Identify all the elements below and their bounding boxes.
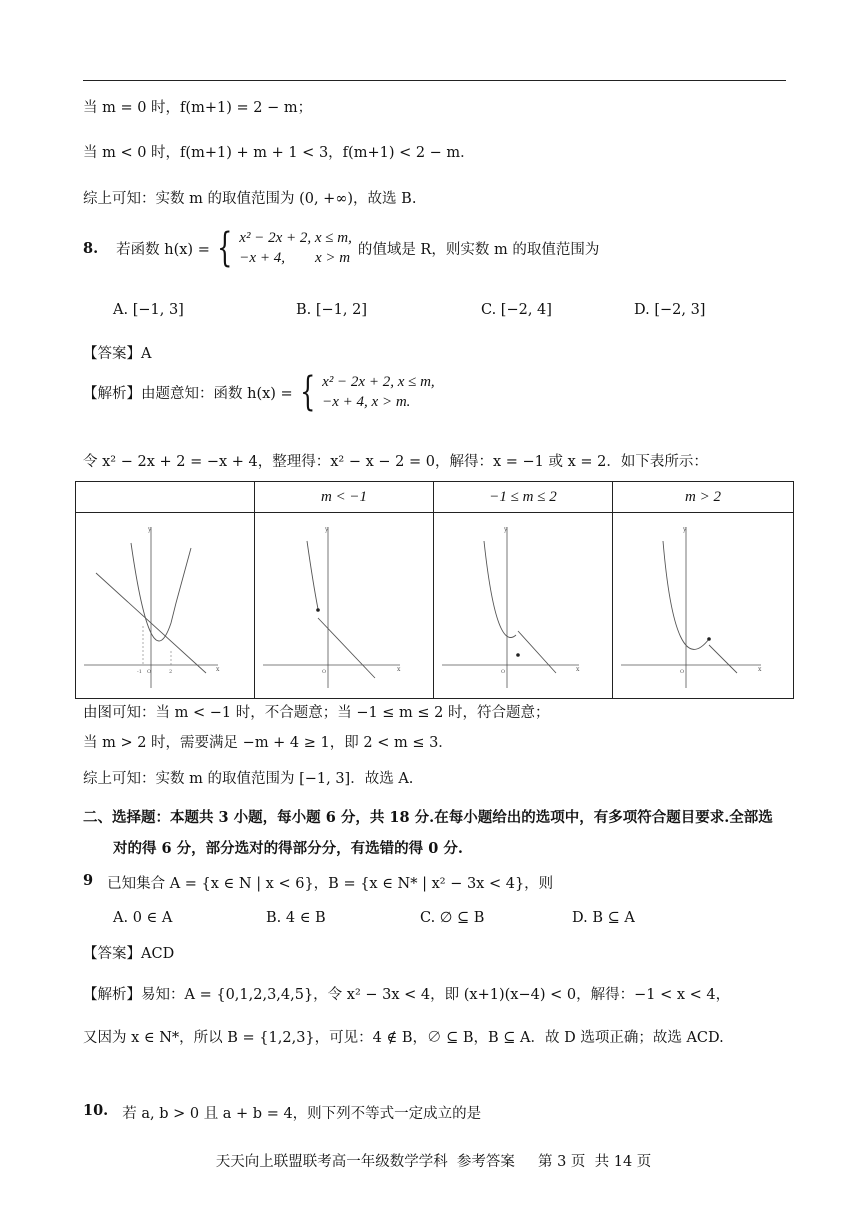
q8-option-a: A. [−1, 3]: [113, 302, 184, 318]
question-8-stem-post: 的值域是 R，则实数 m 的取值范围为: [357, 241, 600, 258]
q8-conclusion-2: 当 m > 2 时，需要满足 −m + 4 ≥ 1，即 2 < m ≤ 3．: [83, 735, 453, 751]
question-8-case-1: x² − 2x + 2, x ≤ m,: [239, 230, 352, 246]
question-9-stem: [83, 872, 553, 893]
graph-m-lt-neg1: [255, 513, 433, 694]
question-9-number: 9: [83, 872, 94, 889]
left-brace: {: [216, 225, 233, 271]
page-footer: 天天向上联盟联考高一年级数学学科 参考答案 第 3 页 共 14 页: [215, 1154, 652, 1170]
tick-neg1: -1: [137, 669, 142, 675]
q8-analysis-piecewise: [293, 369, 435, 415]
q8-analysis-case-1: x² − 2x + 2, x ≤ m,: [322, 374, 435, 390]
q9-analysis-1: 【解析】易知：A = {0,1,2,3,4,5}，令 x² − 3x < 4，即 (x+1)(x−4) < 0，解得：−1 < x < 4，: [83, 987, 731, 1003]
text-line-m-zero: 当 m = 0 时，f(m+1) = 2 − m；: [83, 100, 313, 116]
y-axis-label: y: [683, 526, 687, 533]
origin-label: O: [147, 669, 152, 675]
q9-answer: 【答案】ACD: [83, 946, 175, 962]
table-header-m-lt-neg1: m < −1: [255, 482, 434, 513]
origin-label: O: [680, 669, 685, 675]
y-axis-label: y: [148, 526, 152, 533]
q8-option-c: C. [−2, 4]: [481, 302, 552, 318]
q8-analysis: [83, 369, 435, 415]
q8-option-d: D. [−2, 3]: [634, 302, 706, 318]
q8-analysis-case-2: −x + 4, x > m.: [322, 394, 411, 410]
endpoint-dot: [316, 608, 320, 612]
question-9-stem-text: 已知集合 A = {x ∈ N | x < 6}，B = {x ∈ N* | x² − 3x < 4}，则: [107, 876, 554, 892]
parabola-piece: [484, 541, 516, 637]
endpoint-dot: [707, 637, 711, 641]
question-8-stem-pre: 若函数 h(x) =: [116, 241, 210, 258]
question-10-stem: [83, 1102, 481, 1123]
parabola-curve: [131, 543, 191, 641]
graph-cell-m-gt-2: [613, 513, 794, 699]
y-axis-label: y: [325, 526, 329, 533]
case-table: [75, 481, 794, 699]
origin-label: O: [501, 669, 506, 675]
graph-cell-m-lt-neg1: [255, 513, 434, 699]
graph-cell-overview: [76, 513, 255, 699]
text-line-m-negative: 当 m < 0 时，f(m+1) + m + 1 < 3，f(m+1) < 2 − m．: [83, 145, 475, 161]
header-rule: [83, 80, 786, 81]
question-8-number: 8.: [83, 239, 99, 257]
x-axis-label: x: [397, 666, 401, 673]
q9-option-b: B. 4 ∈ B: [266, 910, 326, 926]
left-brace: {: [299, 369, 316, 415]
parabola-piece: [307, 541, 318, 609]
q8-option-b: B. [−1, 2]: [296, 302, 368, 318]
q8-analysis-pre: 【解析】由题意知：函数 h(x) =: [83, 385, 293, 402]
q9-option-d: D. B ⊆ A: [572, 910, 635, 926]
line-piece: [709, 645, 737, 673]
line-piece: [518, 631, 556, 673]
case-table-header: [76, 482, 794, 513]
q8-conclusion-1: 由图可知：当 m < −1 时，不合题意；当 −1 ≤ m ≤ 2 时，符合题意；: [83, 705, 550, 721]
graph-overview: [76, 513, 254, 694]
line-piece: [318, 618, 375, 678]
q9-option-c: C. ∅ ⊆ B: [420, 910, 485, 926]
question-8-piecewise: [210, 225, 352, 271]
q8-conclusion-3: 综上可知：实数 m 的取值范围为 [−1, 3]．故选 A.: [83, 771, 414, 787]
section-2-line-2: 对的得 6 分，部分选对的得部分分，有选错的得 0 分.: [113, 840, 463, 857]
x-axis-label: x: [216, 666, 220, 673]
y-axis-label: y: [504, 526, 508, 533]
x-axis-label: x: [758, 666, 762, 673]
q9-option-a: A. 0 ∈ A: [113, 910, 173, 926]
graph-cell-m-between: [434, 513, 613, 699]
origin-label: O: [322, 669, 327, 675]
table-header-empty: [76, 482, 255, 513]
table-header-m-between: −1 ≤ m ≤ 2: [434, 482, 613, 513]
section-2-line-1: 二、选择题：本题共 3 小题，每小题 6 分，共 18 分.在每小题给出的选项中，有多项符合题目要求.全部选: [83, 809, 773, 826]
case-table-graphs: [76, 513, 794, 699]
x-axis-label: x: [576, 666, 580, 673]
graph-m-gt-2: [613, 513, 793, 694]
question-8-stem: [83, 225, 600, 271]
question-10-number: 10.: [83, 1102, 109, 1119]
question-10-stem-text: 若 a, b > 0 且 a + b = 4，则下列不等式一定成立的是: [122, 1106, 482, 1122]
tick-2: 2: [169, 669, 173, 675]
graph-m-between: [434, 513, 612, 694]
q8-answer: 【答案】A: [83, 346, 152, 362]
q8-solve-line: 令 x² − 2x + 2 = −x + 4，整理得：x² − x − 2 = 0，解得：x = −1 或 x = 2．如下表所示：: [83, 454, 708, 470]
text-line-conclusion-b: 综上可知：实数 m 的取值范围为 (0, +∞)，故选 B.: [83, 191, 417, 207]
endpoint-dot: [516, 653, 520, 657]
q9-analysis-2: 又因为 x ∈ N*，所以 B = {1,2,3}，可见：4 ∉ B，∅ ⊆ B，B ⊆ A．故 D 选项正确；故选 ACD.: [83, 1030, 724, 1046]
question-8-case-2: −x + 4, x > m: [239, 250, 351, 266]
table-header-m-gt-2: m > 2: [613, 482, 794, 513]
